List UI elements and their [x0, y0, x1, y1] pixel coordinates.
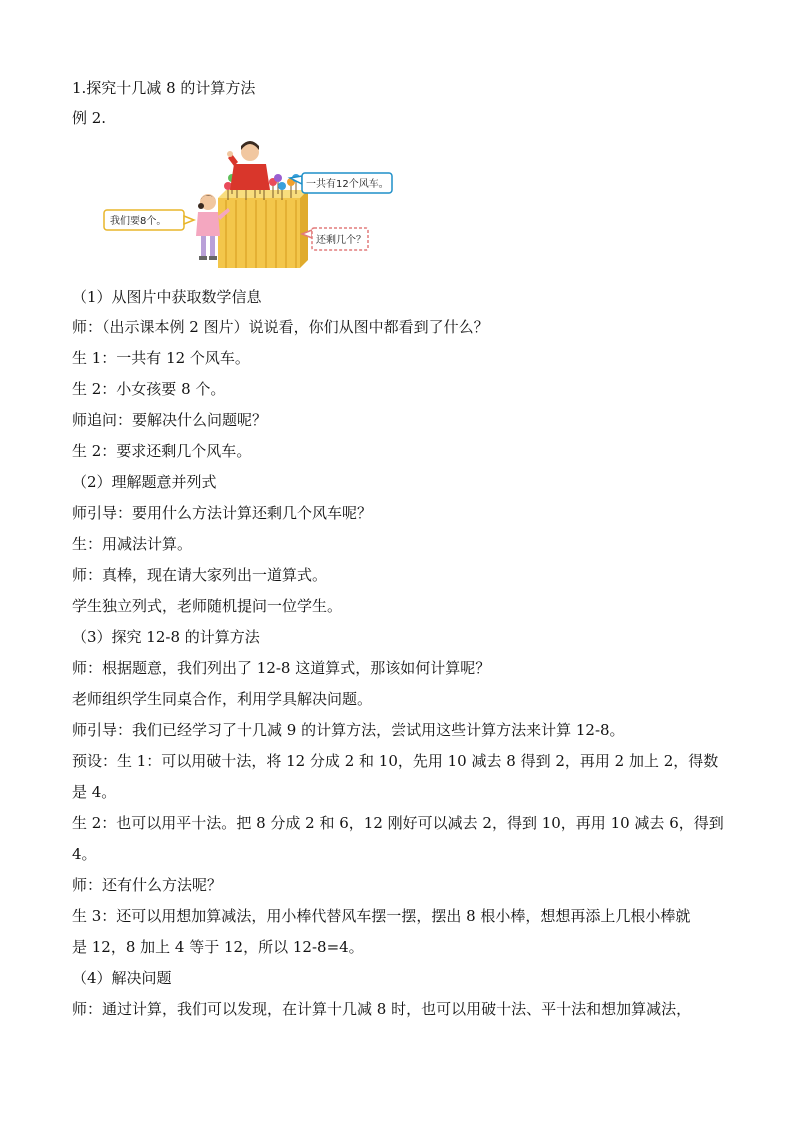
example-label: 例 2.	[72, 109, 107, 127]
dialogue-line: 生 2：要求还剩几个风车。	[72, 442, 252, 460]
bubble-total-text: 一共有12个风车。	[306, 179, 389, 190]
dialogue-line: 师追问：要解决什么问题呢？	[72, 411, 268, 429]
example-illustration	[100, 138, 400, 272]
dialogue-line: 生 3：还可以用想加算减法，用小棒代替风车摆一摆，摆出 8 根小棒，想想再添上几根小棒就	[72, 907, 691, 925]
dialogue-line: 师引导：要用什么方法计算还剩几个风车呢？	[72, 504, 373, 522]
dialogue-line: 生 2：小女孩要 8 个。	[72, 380, 226, 398]
dialogue-line: 生 1：一共有 12 个风车。	[72, 349, 250, 367]
dialogue-line-cont: 是 12，8 加上 4 等于 12，所以 12-8=4。	[72, 938, 364, 956]
table-graphic	[218, 190, 308, 268]
subsection-2: （2）理解题意并列式	[72, 473, 217, 491]
dialogue-line: 师：通过计算，我们可以发现，在计算十几减 8 时，也可以用破十法、平十法和想加算减法，	[72, 1000, 692, 1018]
dialogue-line: 生 2：也可以用平十法。把 8 分成 2 和 6，12 刚好可以减去 2，得到 10，再用 10 减去 6，得到	[72, 814, 724, 832]
dialogue-line: 师：根据题意，我们列出了 12-8 这道算式，那该如何计算呢？	[72, 659, 491, 677]
subsection-1: （1）从图片中获取数学信息	[72, 288, 262, 306]
dialogue-line: 学生独立列式，老师随机提问一位学生。	[72, 597, 343, 615]
dialogue-line: 师引导：我们已经学习了十几减 9 的计算方法，尝试用这些计算方法来计算 12-8。	[72, 721, 625, 739]
bubble-girl-text: 我们要8个。	[110, 216, 167, 227]
dialogue-line: 老师组织学生同桌合作，利用学具解决问题。	[72, 690, 373, 708]
section-heading: 1.探究十几减 8 的计算方法	[72, 79, 256, 97]
dialogue-line: 师：还有什么方法呢？	[72, 876, 223, 894]
bubble-question-text: 还剩几个？	[316, 235, 366, 246]
bubble-question	[302, 228, 368, 250]
bubble-total	[290, 173, 392, 193]
man-graphic	[227, 141, 270, 190]
dialogue-line-cont: 是 4。	[72, 783, 117, 801]
dialogue-line: 师：真棒，现在请大家列出一道算式。	[72, 566, 328, 584]
dialogue-line-cont: 4。	[72, 845, 97, 863]
illustration-svg	[100, 138, 400, 272]
dialogue-line: 预设：生 1：可以用破十法，将 12 分成 2 和 10，先用 10 减去 8 得到 2，再用 2 加上 2，得数	[72, 752, 719, 770]
subsection-4: （4）解决问题	[72, 969, 172, 987]
dialogue-line: 生：用减法计算。	[72, 535, 193, 553]
dialogue-line: 师：（出示课本例 2 图片）说说看，你们从图中都看到了什么？	[72, 318, 489, 336]
subsection-3: （3）探究 12-8 的计算方法	[72, 628, 260, 646]
bubble-girl	[104, 210, 194, 230]
